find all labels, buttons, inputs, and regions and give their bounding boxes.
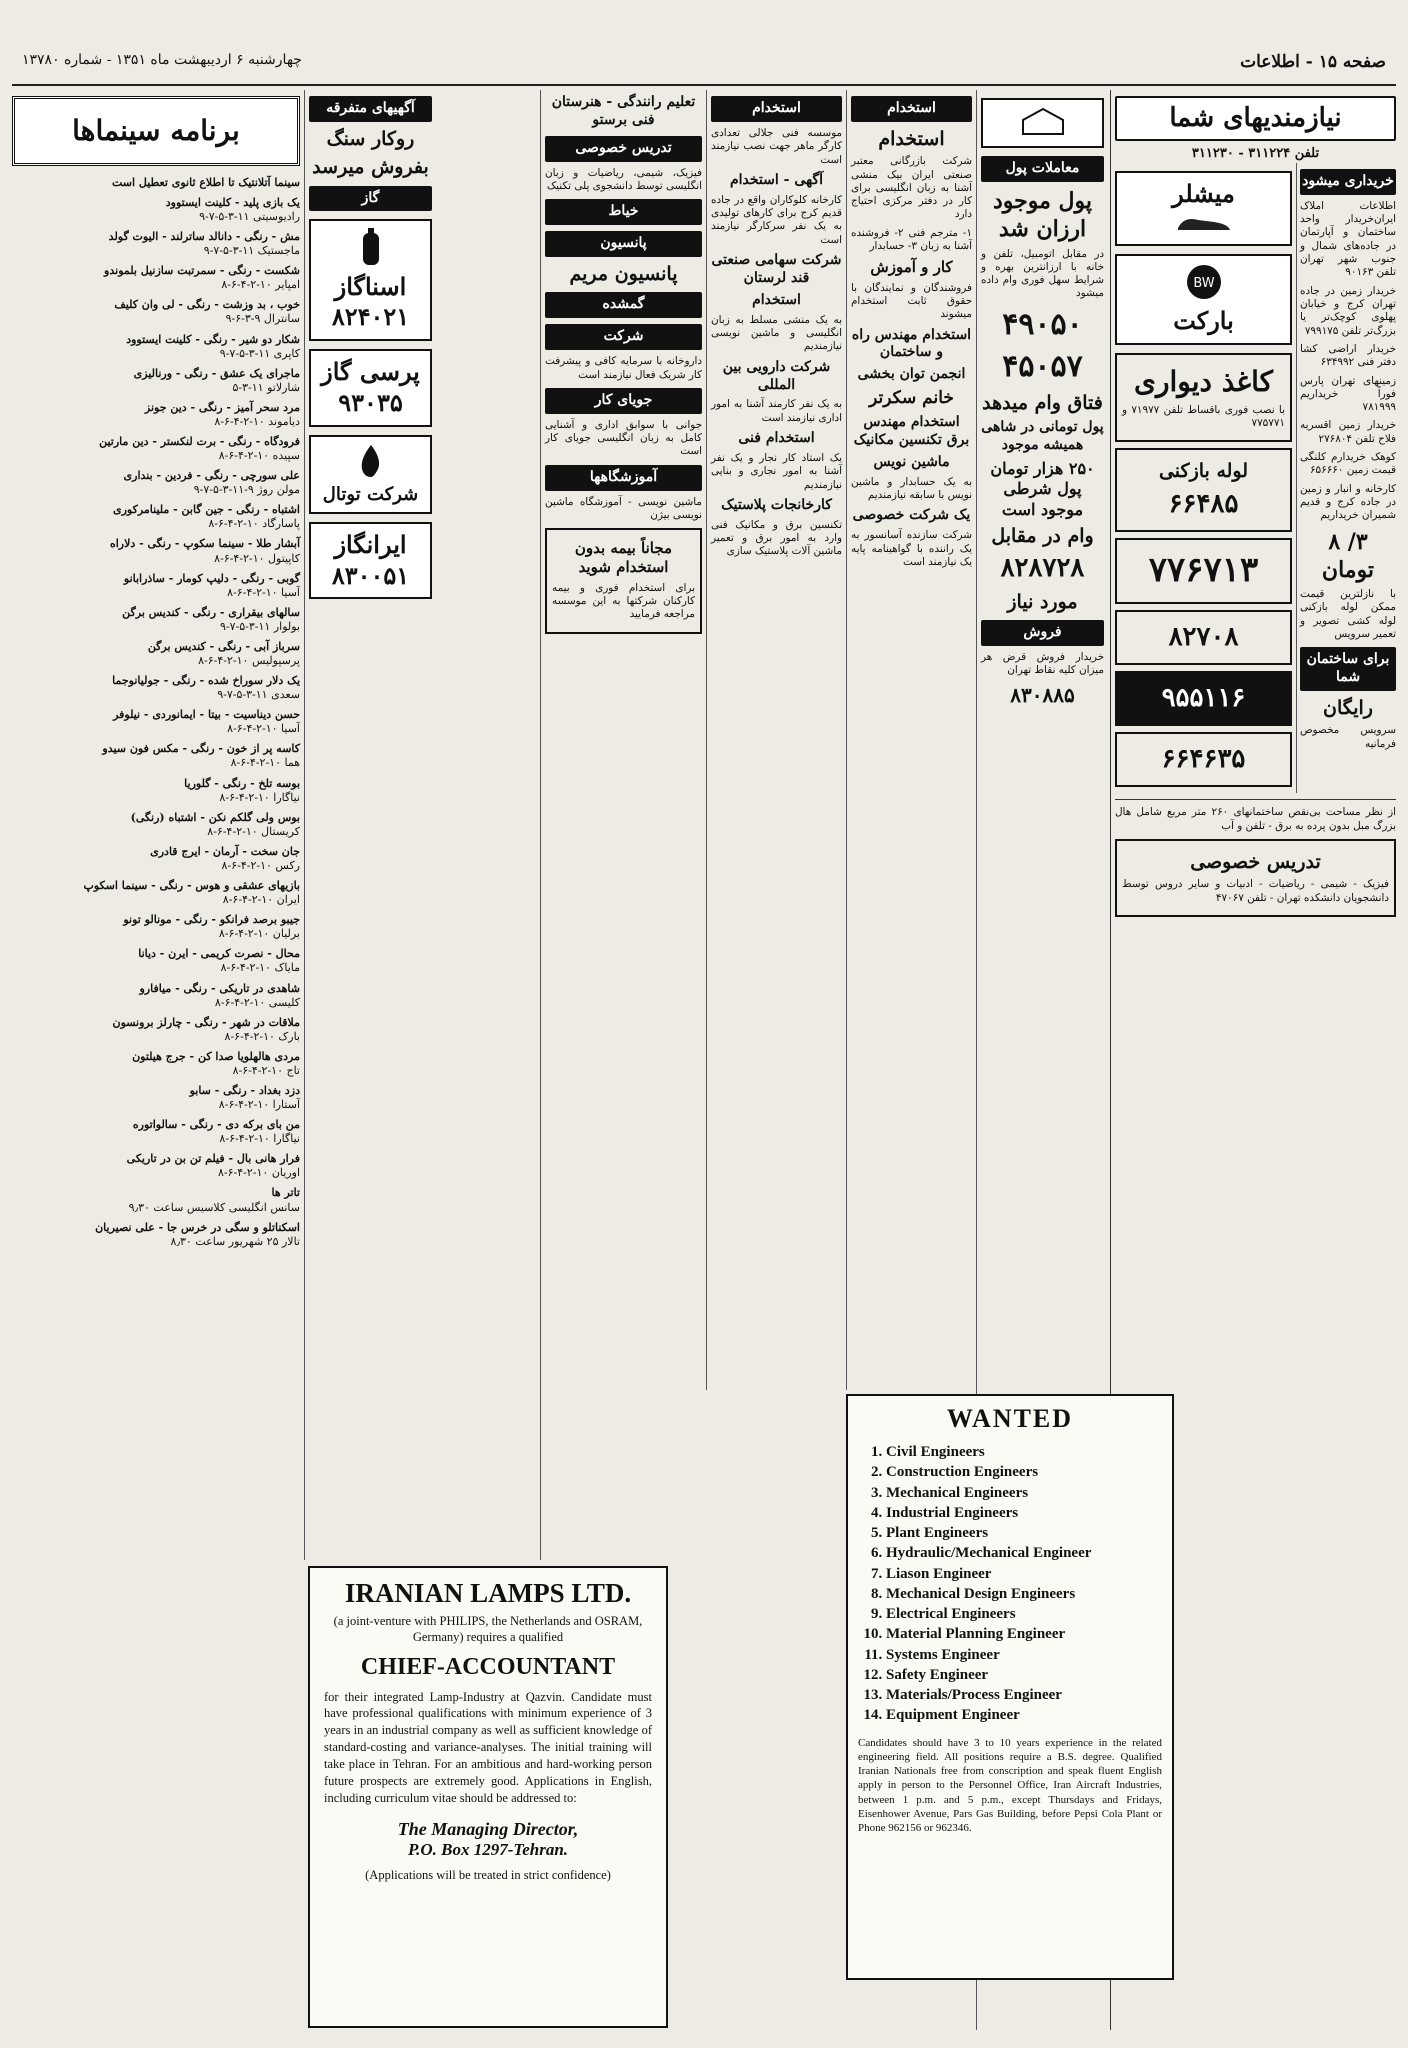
gas-logo-total [309, 435, 432, 514]
cinema-film-title: کاسه پر از خون - رنگی - مکس فون سیدو [102, 742, 300, 756]
cinema-listing [12, 1084, 300, 1112]
cinema-showtimes: سپیده ۱۰-۲-۴-۶-۸ [218, 449, 300, 463]
cinema-film-title: ملاقات در شهر - رنگی - چارلز برونسون [112, 1015, 300, 1029]
ad-text: سرویس مخصوص فرمانیه [1300, 724, 1396, 750]
cinema-listing [12, 503, 300, 531]
money-title: پول موجود ارزان شد [992, 188, 1093, 243]
wallpaper-title: کاغذ دیواری [1134, 364, 1273, 398]
cinema-showtimes: مولن روژ ۹-۱۱-۳-۵-۷-۹ [193, 483, 300, 497]
gas-logo-irangaz [309, 522, 432, 599]
cinema-film-title: دزد بغداد - رنگی - سابو [189, 1083, 300, 1097]
cinema-film-title: شاهدی در تاریکی - رنگی - میافارو [139, 981, 300, 995]
cinema-listing [12, 640, 300, 668]
cinema-showtimes: رکس ۱۰-۲-۴-۶-۸ [221, 858, 300, 872]
wallpaper-sub: با نصب فوری باقساط تلفن ۷۱۹۷۷ و ۷۷۵۷۷۱ [1122, 403, 1285, 430]
cinema-listing [12, 1118, 300, 1146]
ad-text: خریدار زمین اقسریه فلاح تلفن ۲۷۶۸۰۴ [1300, 419, 1396, 445]
employment-column [846, 90, 976, 1390]
cinema-listing [12, 913, 300, 941]
job-seekers-header: جویای کار [545, 388, 702, 414]
cinema-showtimes: پرسپولیس ۱۰-۲-۴-۶-۸ [198, 654, 300, 668]
cinema-showtimes: دیاموند ۱۰-۲-۴-۶-۸ [214, 414, 300, 428]
iranian-lamps-ad [308, 1566, 668, 2028]
price-ad: ۳/ ۸ تومان [1321, 528, 1375, 583]
ad-text: جوانی با سوابق اداری و آشنایی کامل به زبان انگلیسی جویای کار است [545, 418, 702, 458]
pipe-ad [1115, 732, 1292, 787]
cinema-film-title: محال - نصرت کریمی - ایرن - دیانا [138, 947, 300, 961]
wanted-position: 1. Civil Engineers [886, 1442, 1162, 1462]
brand-name: بارکت [1173, 306, 1234, 336]
cinema-listing [12, 264, 300, 292]
cinema-film-title: مرد سحر آمیز - رنگی - دین جونز [144, 400, 300, 414]
section-buy-header: خریداری میشود [1300, 169, 1396, 195]
insurance-title: مجاناً بیمه بدون استخدام شوید [574, 539, 673, 577]
wanted-position: 4. Industrial Engineers [886, 1503, 1162, 1523]
pipe-ad [1115, 538, 1292, 604]
ad-subtitle: انجمن توان بخشی [857, 366, 966, 383]
cinema-film-title: تاتر ها [271, 1186, 300, 1200]
cinema-listing [12, 1016, 300, 1044]
tutor-ad [1115, 839, 1396, 917]
cinema-listing [12, 1152, 300, 1180]
employment-title: استخدام [878, 127, 945, 150]
ad-subtitle: یک شرکت خصوصی [852, 507, 971, 524]
cinema-listing [12, 537, 300, 565]
money-phone: ۴۵۰۵۷ [1002, 349, 1083, 385]
house-icon [1018, 106, 1068, 140]
wanted-position: 13. Materials/Process Engineer [886, 1685, 1162, 1705]
cinema-listing [12, 401, 300, 429]
cinema-showtimes: برلیان ۱۰-۲-۴-۶-۸ [218, 927, 300, 941]
gas-logo-asnagaz [309, 219, 432, 341]
classifieds-title: نیازمندیهای شما [1115, 96, 1396, 141]
ad-subtitle: کارخانجات پلاستیک [721, 496, 832, 513]
flame-icon [356, 443, 386, 483]
company-section-header: شرکت [545, 324, 702, 350]
wanted-position: 5. Plant Engineers [886, 1523, 1162, 1543]
wanted-position: 3. Mechanical Engineers [886, 1483, 1162, 1503]
ad-subtitle: روکار سنگ [326, 127, 415, 150]
pipe-phone: ۶۶۴۶۳۵ [1161, 744, 1246, 775]
brand-phone: ۹۳۰۳۵ [338, 387, 403, 417]
brand-name: پرسی گاز [321, 357, 420, 387]
ad-text: به یک حسابدار و ماشین نویس با سابقه نیازمندیم [851, 475, 972, 502]
misc-column [540, 90, 706, 1560]
date-line: چهارشنبه ۶ اردیبهشت ماه ۱۳۵۱ - شماره ۱۳۷۸۰ [22, 52, 302, 68]
misc-ads-header: آگهیهای متفرقه [309, 96, 432, 122]
brand-name: شرکت توتال [322, 483, 419, 505]
wallpaper-ad [1115, 353, 1292, 442]
cinema-showtimes: آسیا ۱۰-۲-۴-۶-۸ [227, 585, 300, 599]
cinema-film-title: یک بازی پلید - کلینت ایستوود [165, 195, 300, 209]
insurance-ad [545, 528, 702, 633]
brand-ad-parquet [1115, 254, 1292, 345]
cinema-showtimes: سعدی ۱۱-۳-۵-۷-۹ [217, 688, 300, 702]
money-phone: ۸۲۸۷۲۸ [1000, 553, 1085, 584]
ad-subtitle: کار و آموزش [870, 258, 953, 277]
brand-ad-mischler [1115, 171, 1292, 246]
cinema-list [12, 176, 300, 1249]
money-sub: وام در مقابل [991, 525, 1094, 548]
lamps-body: for their integrated Lamp-Industry at Qazvin. Candidate must have professional qualifications with minimum experience of 3 years in an industrial company as well as sufficient knowledge of standard-costing and variance-analyses. The initial training will take place in Tehran. For an ambitious and hard-working person future prospects are extremely good. Applications in English, including curriculum vitae should be addressed to: [324, 1689, 652, 1805]
cinema-film-title: من بای برکه دی - رنگی - سالواتوره [132, 1118, 300, 1132]
cinema-showtimes: آستارا ۱۰-۲-۴-۶-۸ [218, 1098, 300, 1112]
sale-section-header: فروش [981, 620, 1104, 646]
employment-column-2 [706, 90, 846, 1390]
ad-text: تکنسین برق و مکانیک فنی وارد به امور برق و تعمیر ماشین آلات پلاستیک سازی [711, 518, 842, 558]
ad-subtitle: ماشین نویس [873, 453, 950, 470]
cinema-listing [12, 708, 300, 736]
shoe-icon [1174, 210, 1234, 238]
cinema-film-title: یک دلار سوراخ شده - رنگی - جولیانوجما [112, 674, 300, 688]
lamps-company: IRANIAN LAMPS LTD. [344, 1578, 632, 1608]
insurance-text: برای استخدام فوری و بیمه کارکنان شرکتها به این موسسه مراجعه فرمایید [552, 581, 695, 621]
cinema-listing [12, 742, 300, 770]
classifieds-subcol-b [1115, 163, 1292, 793]
gas-logo-persigaz [309, 349, 432, 426]
cinema-listing [12, 777, 300, 805]
money-sub: ۲۵۰ هزار تومان پول شرطی موجود است [990, 458, 1095, 519]
cinema-listing [12, 674, 300, 702]
cinema-showtimes: کریستال ۱۰-۲-۴-۶-۸ [207, 824, 300, 838]
wanted-note: Candidates should have 3 to 10 years experience in the related engineering field. All positions require a B.S. degree. Qualified Iranian Nationals free from conscription and speak fluent English apply in person to the Personnel Office, Iran Aircraft Industries, between 1 p.m. and 5 p.m., except Thursdays and Fridays, Eisenhower Avenue, Pars Gas Building, before Pepsi Cola Plant or Phone 962156 or 962346. [858, 1736, 1162, 1835]
ad-subtitle: استخدام مهندس راه و ساختمان [851, 326, 972, 361]
cinema-showtimes: آسیا ۱۰-۲-۴-۶-۸ [227, 722, 300, 736]
cinema-listing [12, 469, 300, 497]
ad-text: کارخانه کلوکاران واقع در جاده قدیم کرج برای کارهای تولیدی به یک نفر سرکارگر نیازمند است [711, 193, 842, 246]
ad-text: خریدار اراضی کشا دفتر فنی ۶۳۴۹۹۲ [1300, 342, 1396, 369]
ad-text: خریدار زمین در جاده تهران کرج و خیابان پهلوی کوچک‌تر یا بزرگ‌تر تلفن ۷۹۹۱۷۵ [1300, 284, 1396, 337]
house-ad [981, 98, 1104, 148]
cinema-film-title: گوبی - رنگی - دلیپ کومار - ساذرابانو [123, 571, 300, 585]
cinema-showtimes: مایاک ۱۰-۲-۴-۶-۸ [220, 961, 300, 975]
cinema-showtimes: سانس انگلیسی کلاسیس ساعت ۹٫۳۰ [128, 1200, 300, 1214]
brand-phone: ۸۲۴۰۲۱ [331, 302, 410, 332]
wanted-position: 7. Liason Engineer [886, 1564, 1162, 1584]
lamps-confidential: (Applications will be treated in strict confidence) [365, 1867, 611, 1882]
tutor-title: تدریس خصوصی [1190, 850, 1321, 873]
cinema-listing [12, 845, 300, 873]
cinema-showtimes: نیاگارا ۱۰-۲-۴-۶-۸ [219, 1132, 300, 1146]
cinema-film-title: علی سورچی - رنگی - فردین - بنداری [123, 469, 300, 483]
cinema-showtimes: تالار ۲۵ شهریور ساعت ۸٫۳۰ [170, 1234, 300, 1248]
ad-text: شرکت بازرگانی معتبر صنعتی ایران بیک منشی آشنا به زبان انگلیسی برای کار در دفتر مرکزی احتیاج دارد [851, 155, 972, 221]
cinema-film-title: اسکناتلو و سگی در خرس جا - علی نصیریان [95, 1220, 300, 1234]
pipe-phone: ۸۲۷۰۸ [1168, 621, 1239, 652]
brand-name: اسناگاز [334, 271, 407, 301]
classifieds-subcol-a [1296, 163, 1396, 793]
brand-name: میشلر [1172, 178, 1235, 208]
wanted-position: 11. Systems Engineer [886, 1645, 1162, 1665]
wanted-list [858, 1442, 1162, 1726]
ad-text: به یک نفر کارمند آشنا به امور اداری نیازمند است [711, 398, 842, 424]
cinema-film-title: حسن دیناسیت - بیتا - ایمانوردی - نیلوفر [113, 708, 300, 722]
cinema-film-title: سرباز آبی - رنگی - کندیس برگن [147, 639, 300, 653]
cinema-film-title: فرودگاه - رنگی - برت لنکستر - دین مارتین [99, 435, 300, 448]
lamps-position: CHIEF-ACCOUNTANT [360, 1653, 616, 1680]
employment-section-header: استخدام [711, 96, 842, 122]
cinema-listing [12, 811, 300, 839]
money-phone: ۴۹۰۵۰ [1002, 306, 1083, 342]
lamps-managing-director: The Managing Director, [397, 1818, 579, 1839]
cinema-showtimes: ماجستیک ۱۱-۳-۵-۷-۹ [203, 244, 300, 258]
tutor-section-header: تدریس خصوصی [545, 136, 702, 162]
cinema-showtimes: هما ۱۰-۲-۴-۶-۸ [230, 756, 300, 770]
classifieds-phones: تلفن ۳۱۱۲۲۴ - ۳۱۱۲۳۰ [1191, 146, 1320, 162]
cinema-listing [12, 176, 300, 190]
ad-text: زمینهای تهران پارس فوراً خریداریم ۷۸۱۹۹۹ [1300, 374, 1396, 414]
pipe-title: لوله بازکنی [1158, 460, 1249, 483]
ad-subtitle: آگهی - استخدام [729, 171, 824, 188]
cinema-listing [12, 1221, 300, 1249]
cinema-showtimes: پاسارگاد ۱۰-۲-۴-۶-۸ [208, 517, 300, 531]
wanted-position: 9. Electrical Engineers [886, 1604, 1162, 1624]
pension-section-header: پانسیون [545, 231, 702, 257]
ad-text: کارخانه و انبار و زمین در جاده کرج و قدیم شمیران خریداریم [1300, 482, 1396, 522]
cinema-showtimes: بارک ۱۰-۲-۴-۶-۸ [224, 1029, 300, 1043]
cinema-listing [12, 606, 300, 634]
cinema-film-title: اشتباه - رنگی - جین گابن - ملینامرکوری [113, 503, 300, 517]
bw-logo-icon [1184, 262, 1224, 306]
free-title: رایگان [1323, 697, 1373, 720]
cinema-film-title: بوسه تلخ - رنگی - گلوریا [184, 776, 300, 790]
cinema-listing [12, 982, 300, 1010]
cinema-film-title: سالهای بیقراری - رنگی - کندیس برگن [122, 605, 300, 619]
pipe-ad [1115, 671, 1292, 726]
cinema-showtimes: اوریان ۱۰-۲-۴-۶-۸ [217, 1166, 300, 1180]
wanted-position: 14. Equipment Engineer [886, 1705, 1162, 1725]
masthead [12, 44, 1396, 86]
cinema-listing [12, 230, 300, 258]
money-text: خریدار فروش قرض هر میزان کلیه نقاط تهران [981, 650, 1104, 677]
employment-section-header: استخدام [851, 96, 972, 122]
wanted-ad [846, 1394, 1174, 1980]
ad-text: یک استاد کار نجار و یک نفر آشنا به امور نجاری و بنایی نیازمندیم [711, 452, 842, 491]
cinema-showtimes: امپایر ۱۰-۲-۴-۶-۸ [221, 278, 300, 292]
wanted-title: WANTED [946, 1404, 1074, 1433]
money-sub: فتاق وام میدهد [982, 391, 1103, 414]
tailor-section-header: خیاط [545, 199, 702, 225]
cinema-listing [12, 367, 300, 395]
pipe-ad [1115, 610, 1292, 665]
ad-subtitle: بفروش میرسد [312, 156, 429, 179]
ad-text: اطلاعات املاک ایران‌خریدار واحد ساختمان و آپارتمان در جاده‌های شمال و جنوب شهر تهران تلفن ۹۰۱۶۳ [1300, 199, 1396, 279]
divider [1115, 799, 1396, 800]
money-phone: ۸۳۰۸۸۵ [1010, 682, 1075, 707]
cinema-film-title: بازیهای عشقی و هوس - رنگی - سینما اسکوپ [83, 879, 300, 893]
ad-text: ۱- مترجم فنی ۲- فروشنده آشنا به زبان ۳- حسابدار [851, 226, 972, 253]
ad-text: فروشندگان و نمایندگان با حقوق ثابت استخدام میشوند [851, 281, 972, 321]
ad-subtitle: تعلیم رانندگی - هنرستان فنی برستو [551, 94, 696, 128]
lamps-po-box: P.O. Box 1297-Tehran. [407, 1839, 569, 1859]
brand-phone: ۸۳۰۰۵۱ [331, 560, 410, 590]
money-section-header: معاملات پول [981, 156, 1104, 182]
gas-cylinder-icon [359, 227, 383, 271]
cinema-listing [12, 435, 300, 463]
section-building-header: برای ساختمان شما [1300, 647, 1396, 691]
lamps-sub: (a joint-venture with PHILIPS, the Netherlands and OSRAM, Germany) requires a qualified [333, 1614, 643, 1645]
cinema-listing [12, 1050, 300, 1078]
ad-text: شرکت سازنده آسانسور به یک راننده با گواهینامه پایه یک نیازمند است [851, 529, 972, 568]
wanted-position: 6. Hydraulic/Mechanical Engineer [886, 1543, 1162, 1563]
cinema-showtimes: شارلاتو ۱۱-۳-۵ [232, 380, 300, 394]
schools-header: آموزشگاهها [545, 465, 702, 491]
money-text: در مقابل اتومبیل، تلفن و خانه با ارزانترین بهره و شرایط سهل فوری وام داده میشود [981, 247, 1104, 300]
cinema-listing [12, 879, 300, 907]
ad-text: به یک منشی مسلط به زبان انگلیسی و ماشین نویسی نیازمندیم [711, 313, 842, 353]
gas-section-header: گاز [309, 186, 432, 212]
cinema-showtimes: بولوار ۱۱-۳-۵-۷-۹ [219, 619, 300, 633]
cinema-listing [12, 1186, 300, 1214]
cinema-film-title: مردی هالهلویا صدا کن - جرج هیلتون [132, 1049, 300, 1063]
pipe-ad [1115, 448, 1292, 532]
cinema-film-title: شکار دو شیر - رنگی - کلینت ایستوود [126, 332, 300, 346]
ad-subtitle: استخدام [752, 291, 801, 308]
ad-subtitle: استخدام فنی [738, 430, 815, 447]
lost-section-header: گمشده [545, 292, 702, 318]
cinema-listing [12, 196, 300, 224]
money-sub: مورد نیاز [1007, 590, 1078, 613]
ad-subtitle: شرکت سهامی صنعتی قند لرستان [711, 252, 842, 286]
cinema-film-title: جان سخت - آرمان - ایرج قادری [150, 844, 300, 858]
cinema-listing [12, 947, 300, 975]
ad-text: کوهک خریدارم کلنگی قیمت زمین ۶۵۶۶۶۰ [1300, 451, 1396, 477]
svg-text:BW: BW [1192, 275, 1215, 291]
cinema-showtimes: ایران ۱۰-۲-۴-۶-۸ [222, 893, 300, 907]
wanted-position: 12. Safety Engineer [886, 1665, 1162, 1685]
cinema-showtimes: کلیسی ۱۰-۲-۴-۶-۸ [214, 995, 300, 1009]
cinema-title: برنامه سینماها [12, 96, 300, 166]
cinema-showtimes: سانترال ۹-۳-۶-۹ [225, 312, 300, 326]
tutor-text: فیزیک - شیمی - ریاضیات - ادبیات و سایر دروس توسط دانشجویان دانشکده تهران - تلفن ۴۷۰۶۷ [1122, 878, 1389, 904]
cinema-showtimes: تاج ۱۰-۲-۴-۶-۸ [232, 1063, 300, 1077]
cinema-column [8, 90, 304, 2030]
cinema-showtimes: رادیوسیتی ۱۱-۳-۵-۷-۹ [199, 209, 300, 223]
cinema-showtimes: کاپری ۱۱-۳-۵-۷-۹ [219, 346, 300, 360]
cinema-film-title: ماجرای یک عشق - رنگی - ورنالیزی [133, 366, 300, 380]
money-sub: پول تومانی در شاهی همیشه موجود [981, 418, 1104, 453]
cinema-film-title: فرار هانی بال - فیلم تن بن در تاریکی [126, 1152, 300, 1166]
cinema-listing [12, 298, 300, 326]
cinema-film-title: خوب ، بد وزشت - رنگی - لی وان کلیف [114, 298, 300, 312]
ad-text: داروخانه با سرمایه کافی و پیشرفت کار شریک فعال نیازمند است [545, 355, 702, 381]
wanted-position: 10. Material Planning Engineer [886, 1624, 1162, 1644]
cinema-listing [12, 572, 300, 600]
ad-subtitle: استخدام مهندس برق تکنسین مکانیک [853, 414, 970, 448]
pipe-phone: ۶۶۴۸۵ [1168, 488, 1239, 519]
ad-subtitle: پانسیون مریم [569, 263, 678, 286]
cinema-film-title: شکست - رنگی - سمرتبت سازنیل بلموندو [104, 264, 300, 278]
brand-name: ایرانگاز [334, 529, 407, 559]
ad-subtitle: شرکت دارویی بین المللی [722, 358, 831, 393]
ad-text: موسسه فنی جلالی تعدادی کارگر ماهر جهت نصب نیازمند است [711, 126, 842, 166]
cinema-showtimes: نیاگارا ۱۰-۲-۴-۶-۸ [219, 790, 300, 804]
ad-text: فیزیک، شیمی، ریاضیات و زبان انگلیسی توسط دانشجوی پلی تکنیک [545, 166, 702, 193]
ad-text: با نازلترین قیمت ممکن لوله بازکنی لوله کشی تصویر و تعمیر سرویس [1300, 587, 1396, 640]
cinema-film-title: مش - رنگی - دانالد ساترلند - الیوت گولد [108, 230, 300, 244]
cinema-film-title: سینما آتلانتیک تا اطلاع ثانوی تعطیل است [111, 175, 300, 189]
ad-text: از نظر مساحت بی‌نقص ساختمانهای ۲۶۰ متر مربع شامل هال بزرگ مبل بدون پرده به برق - تلفن و آب [1115, 806, 1396, 832]
pipe-phone: ۷۷۶۷۱۳ [1148, 549, 1259, 590]
cinema-showtimes: کاپیتول ۱۰-۲-۴-۶-۸ [214, 551, 300, 565]
gas-column [304, 90, 436, 1560]
cinema-film-title: آبشار طلا - سینما سکوپ - رنگی - دلاراه [109, 537, 300, 551]
ad-text: ماشین نویسی - آموزشگاه ماشین نویسی بیژن [545, 495, 702, 521]
ad-subtitle: خانم سکرتر [869, 388, 954, 409]
pipe-phone: ۹۵۵۱۱۶ [1161, 682, 1246, 713]
wanted-position: 2. Construction Engineers [886, 1462, 1162, 1482]
page-label: صفحه ۱۵ - اطلاعات [1240, 52, 1386, 72]
wanted-position: 8. Mechanical Design Engineers [886, 1584, 1162, 1604]
cinema-listing [12, 333, 300, 361]
cinema-film-title: بوس ولی گلکم نکن - اشتباه (رنگی) [130, 810, 300, 824]
cinema-film-title: جیبو برصد فرانکو - رنگی - مونالو تونو [123, 913, 300, 927]
